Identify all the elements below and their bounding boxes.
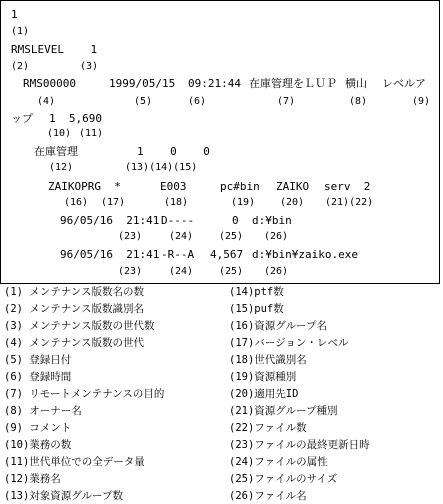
callout-26: (26) [264, 231, 289, 242]
callout-18: (18) [164, 197, 189, 208]
callout-5: (5) [134, 96, 153, 107]
group-ptf-puf-counts: 1 0 0 [137, 145, 210, 158]
legend-item: (16)資源グループ名 [229, 320, 327, 332]
file-2-attributes: -R--A [161, 248, 195, 261]
file-1-attributes: D---- [161, 214, 195, 227]
file-2-size: 4,567 [210, 248, 244, 261]
comment-end: ップ [11, 112, 33, 125]
callout-23: (23) [118, 231, 143, 242]
callout-3: (3) [80, 61, 99, 72]
legend-item: (11)世代単位での全データ量 [4, 456, 145, 468]
callout-25-b: (25) [219, 266, 244, 277]
legend-item: (6) 登録時間 [4, 371, 72, 383]
legend-item: (23)ファイルの最終更新日時 [229, 439, 370, 451]
callout-2: (2) [11, 61, 30, 72]
callout-20: (20) [280, 197, 305, 208]
legend-item: (1) メンテナンス版数名の数 [4, 286, 144, 298]
callout-21-22: (21)(22) [325, 197, 374, 208]
callout-24-b: (24) [169, 266, 194, 277]
callout-13-15: (13)(14)(15) [125, 162, 198, 173]
legend-item: (14)ptf数 [229, 286, 284, 298]
callout-23-b: (23) [118, 266, 143, 277]
record-line-2: RMSLEVEL 1 [11, 43, 98, 56]
callout-17: (17) [101, 197, 126, 208]
file-2-name: d:¥bin¥zaiko.exe [252, 248, 358, 261]
legend-item: (10)業務の数 [4, 439, 72, 451]
legend-item: (20)適用先ID [229, 388, 299, 400]
callout-16: (16) [64, 197, 89, 208]
comment-start: レベルア [382, 77, 426, 90]
legend-item: (7) リモートメンテナンスの目的 [4, 388, 165, 400]
callout-24: (24) [169, 231, 194, 242]
file-2-timestamp: 96/05/16 21:41 [60, 248, 160, 261]
legend-item: (12)業務名 [4, 473, 61, 485]
file-1-name: d:¥bin [252, 214, 292, 227]
group-type-and-file-count: serv 2 [324, 180, 371, 193]
resource-group-and-version: ZAIKOPRG * [48, 180, 121, 193]
callout-4: (4) [37, 96, 56, 107]
callout-7: (7) [277, 96, 296, 107]
legend-item: (15)puf数 [229, 303, 284, 315]
file-1-size: 0 [232, 214, 239, 227]
resource-type: pc#bin [220, 180, 260, 193]
legend-item: (8) オーナー名 [4, 405, 82, 417]
callout-26-b: (26) [264, 266, 289, 277]
registration-time: 09:21:44 [188, 77, 241, 90]
callout-6: (6) [188, 96, 207, 107]
legend-item: (18)世代識別名 [229, 354, 307, 366]
remote-maintenance-purpose: 在庫管理をＬＵＰ [249, 77, 337, 90]
business-name: 在庫管理 [34, 145, 78, 158]
callout-1: (1) [11, 26, 30, 37]
legend-item: (2) メンテナンス版数識別名 [4, 303, 144, 315]
legend-item: (9) コメント [4, 422, 72, 434]
legend-item: (26)ファイル名 [229, 490, 307, 502]
maintenance-generation: RMS00000 [23, 77, 76, 90]
legend-item: (25)ファイルのサイズ [229, 473, 338, 485]
business-count-and-data-size: 1 5,690 [49, 112, 102, 125]
callout-25: (25) [219, 231, 244, 242]
file-1-timestamp: 96/05/16 21:41 [60, 214, 160, 227]
legend-item: (24)ファイルの属性 [229, 456, 328, 468]
target-id: ZAIKO [276, 180, 310, 193]
callout-12: (12) [49, 162, 74, 173]
registration-date: 1999/05/15 [109, 77, 176, 90]
callout-10: (10) [47, 128, 72, 139]
legend-item: (5) 登録日付 [4, 354, 72, 366]
legend-item: (4) メンテナンス版数の世代 [4, 337, 144, 349]
legend-item: (17)バージョン・レベル [229, 337, 349, 349]
legend-item: (21)資源グループ種別 [229, 405, 338, 417]
legend-item: (13)対象資源グループ数 [4, 490, 123, 502]
legend-item: (19)資源種別 [229, 371, 297, 383]
callout-9: (9) [412, 96, 431, 107]
generation-id: E003 [160, 180, 187, 193]
legend-item: (22)ファイル数 [229, 422, 307, 434]
callout-8: (8) [349, 96, 368, 107]
callout-19: (19) [231, 197, 256, 208]
record-line-1: 1 [11, 8, 18, 21]
owner-name: 横山 [345, 77, 367, 90]
callout-11: (11) [79, 128, 104, 139]
legend-item: (3) メンテナンス版数の世代数 [4, 320, 155, 332]
